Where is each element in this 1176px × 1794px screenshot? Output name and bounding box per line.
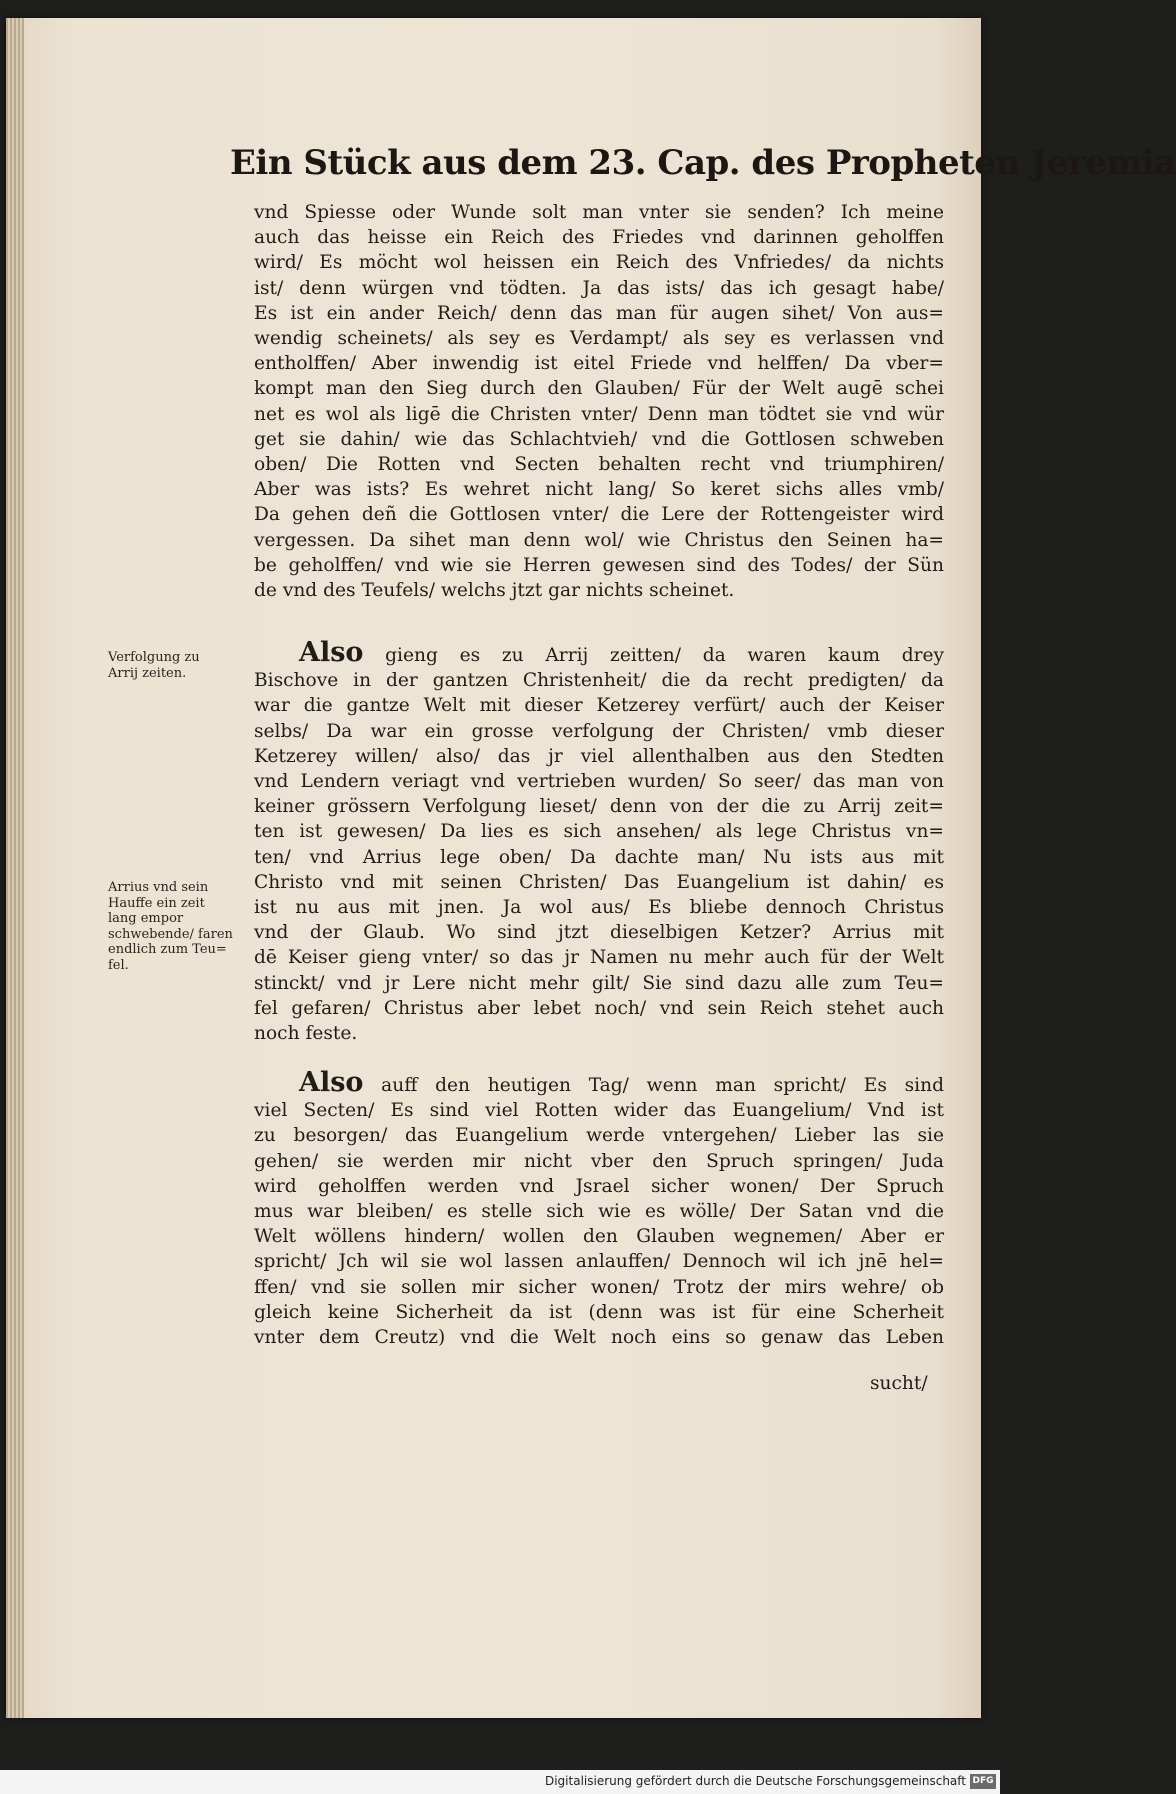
text-line: spricht/ Jch wil sie wol lassen anlauffen/ Dennoch wil ich jnē hel= [254, 1251, 944, 1273]
text-line: ten/ vnd Arrius lege oben/ Da dachte man/ Nu ists aus mit [254, 846, 944, 868]
text-line: Welt wöllens hindern/ wollen den Glauben wegnemen/ Aber er [254, 1226, 944, 1248]
text-line: Bischove in der gantzen Christenheit/ die da recht predigten/ da [254, 670, 944, 692]
text-line: stinckt/ vnd jr Lere nicht mehr gilt/ Sie sind dazu alle zum Teu= [254, 972, 944, 994]
margin-note-line: Hauffe ein zeit [108, 895, 205, 911]
paragraph-2 [254, 637, 944, 1046]
text-line: war die gantze Welt mit dieser Ketzerey verfürt/ auch der Keiser [254, 695, 944, 717]
text-line: Es ist ein ander Reich/ denn das man für augen sihet/ Von aus= [254, 302, 944, 324]
text-line: vnd Spiesse oder Wunde solt man vnter sie senden? Ich meine [254, 202, 944, 223]
text-line: ist/ denn würgen vnd tödten. Ja das ists/ das ich gesagt habe/ [254, 277, 944, 299]
text-line: de vnd des Teufels/ welchs jtzt gar nichts scheinet. [254, 580, 735, 602]
text-line: Aber was ists? Es wehret nicht lang/ So keret sichs alles vmb/ [254, 479, 944, 501]
text-line: ffen/ vnd sie sollen mir sicher wonen/ Trotz der mirs wehre/ ob [254, 1276, 944, 1298]
text-line: oben/ Die Rotten vnd Secten behalten recht vnd triumphiren/ [254, 454, 944, 476]
footer-bar [0, 1770, 1000, 1794]
text-line: Ketzerey willen/ also/ das jr viel allenthalben aus den Stedten [254, 745, 944, 767]
text-line: get sie dahin/ wie das Schlachtvieh/ vnd die Gottlosen schweben [254, 428, 944, 450]
margin-note-line: Arrij zeiten. [108, 665, 187, 681]
text-line: wird geholffen werden vnd Jsrael sicher wonen/ Der Spruch [254, 1175, 944, 1197]
text-line: wendig scheinets/ als sey es Verdampt/ als sey es verlassen vnd [254, 328, 944, 350]
dfg-logo: DFG [970, 1774, 996, 1789]
margin-note-line: lang empor [108, 911, 184, 926]
text-line-rest: auff den heutigen Tag/ wenn man spricht/ Es sind [363, 1075, 944, 1096]
text-line [254, 637, 944, 668]
paragraph-3 [254, 1067, 944, 1350]
text-line: entholffen/ Aber inwendig ist eitel Friede vnd helffen/ Da vber= [254, 353, 944, 375]
text-line: ist nu aus mit jnen. Ja wol aus/ Es bliebe dennoch Christus [254, 897, 944, 919]
text-line: vnd Lendern veriagt vnd vertrieben wurden/ So seer/ das man von [254, 771, 944, 793]
footer-text: Digitalisierung gefördert durch die Deutsche Forschungsgemeinschaft [544, 1774, 966, 1788]
text-line [254, 1067, 944, 1098]
text-line-rest: gieng es zu Arrij zeitten/ da waren kaum drey [363, 645, 944, 666]
text-line: auch das heisse ein Reich des Friedes vnd darinnen geholffen [254, 227, 944, 249]
text-line: be geholffen/ vnd wie sie Herren gewesen sind des Todes/ der Sün [254, 554, 944, 576]
margin-note-line: Verfolgung zu [108, 650, 200, 665]
text-line: zu besorgen/ das Euangelium werde vntergehen/ Lieber las sie [254, 1125, 944, 1147]
text-line: Da gehen deñ die Gottlosen vnter/ die Lere der Rottengeister wird [254, 504, 944, 526]
text-line: dē Keiser gieng vnter/ so das jr Namen nu mehr auch für der Welt [254, 947, 944, 969]
text-line: gehen/ sie werden mir nicht vber den Spruch springen/ Juda [254, 1150, 944, 1172]
margin-note-2 [108, 880, 258, 973]
text-line: net es wol als ligē die Christen vnter/ Denn man tödtet sie vnd wür [254, 403, 944, 425]
text-line: kompt man den Sieg durch den Glauben/ Für der Welt augē schei [254, 378, 944, 400]
text-line: noch feste. [254, 1023, 358, 1045]
text-line: fel gefaren/ Christus aber lebet noch/ vnd sein Reich stehet auch [254, 997, 944, 1019]
margin-note-1 [108, 650, 258, 681]
text-line: ten ist gewesen/ Da lies es sich ansehen/ als lege Christus vn= [254, 821, 944, 843]
initial-word: Also [299, 1067, 364, 1098]
catchword: sucht/ [870, 1373, 928, 1394]
page-title: Ein Stück aus dem 23. Cap. des Propheten Jeremia [230, 143, 1176, 183]
text-line: vnter dem Creutz) vnd die Welt noch eins so genaw das Leben [254, 1327, 944, 1349]
text-line: vnd der Glaub. Wo sind jtzt dieselbigen Ketzer? Arrius mit [254, 922, 944, 944]
margin-note-line: schwebende/ faren [108, 926, 233, 942]
text-line: viel Secten/ Es sind viel Rotten wider das Euangelium/ Vnd ist [254, 1100, 944, 1122]
text-line: selbs/ Da war ein grosse verfolgung der Christen/ vmb dieser [254, 720, 944, 742]
initial-word: Also [299, 637, 364, 668]
margin-note-line: Arrius vnd sein [108, 880, 209, 895]
text-line: mus war bleiben/ es stelle sich wie es wölle/ Der Satan vnd die [254, 1201, 944, 1223]
text-line: vergessen. Da sihet man denn wol/ wie Christus den Seinen ha= [254, 529, 944, 551]
margin-note-line: endlich zum Teu= [108, 942, 227, 957]
text-line: keiner grössern Verfolgung lieset/ denn von der die zu Arrij zeit= [254, 796, 944, 818]
page-gutter-edge [6, 18, 24, 1718]
margin-note-line: fel. [108, 957, 129, 973]
text-line: wird/ Es möcht wol heissen ein Reich des Vnfriedes/ da nichts [254, 252, 944, 274]
paragraph-1 [254, 200, 944, 603]
text-line: gleich keine Sicherheit da ist (denn was ist für eine Scherheit [254, 1301, 944, 1323]
text-line: Christo vnd mit seinen Christen/ Das Euangelium ist dahin/ es [254, 871, 944, 893]
